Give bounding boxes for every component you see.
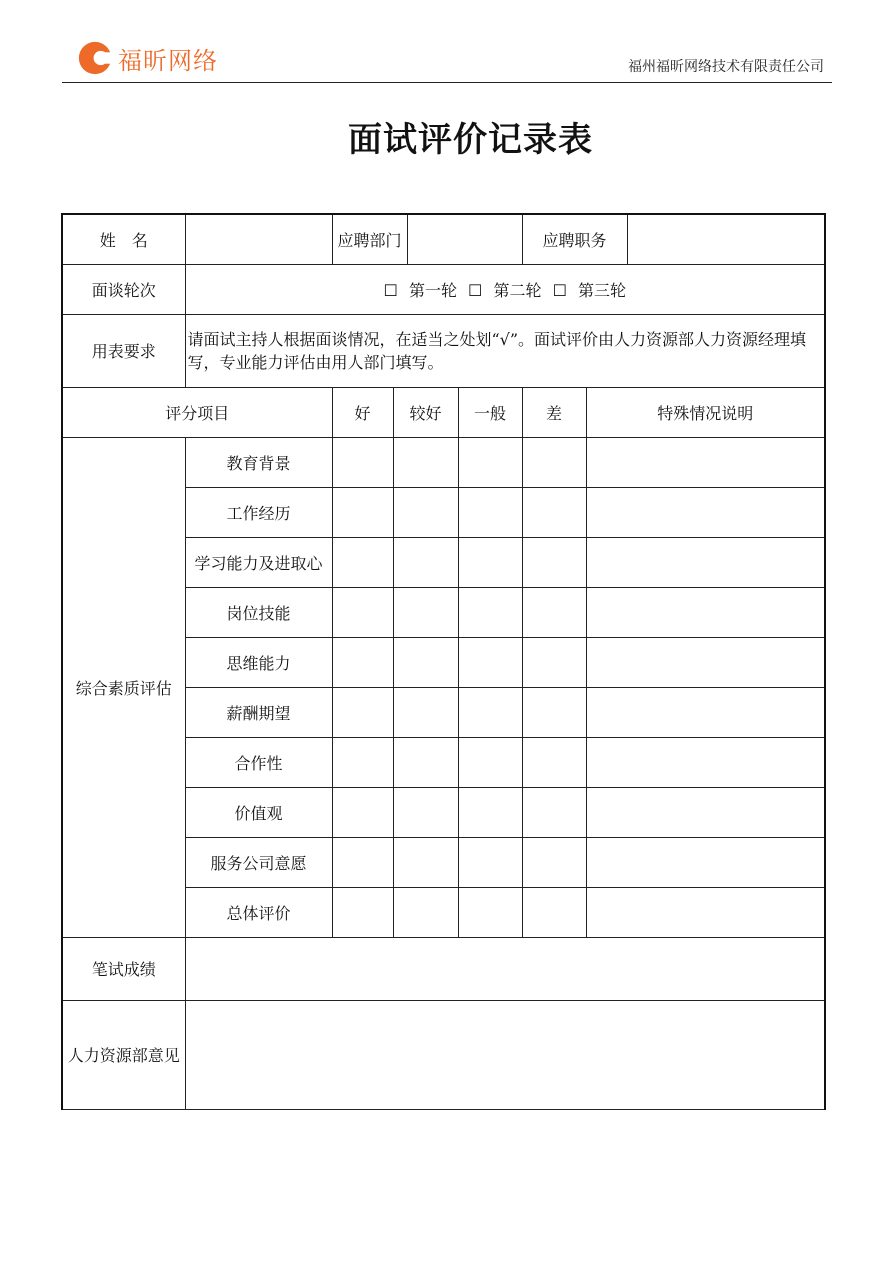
poor-cell[interactable]	[522, 837, 586, 887]
criterion-label: 价值观	[185, 787, 332, 837]
position-label: 应聘职务	[522, 214, 627, 264]
written-test-row	[62, 937, 825, 1000]
hr-opinion-row	[62, 1000, 825, 1109]
poor-cell[interactable]	[522, 587, 586, 637]
round-label: 面谈轮次	[62, 264, 185, 314]
average-cell[interactable]	[458, 537, 522, 587]
round-2-label: 第二轮	[493, 280, 542, 300]
criterion-label: 合作性	[185, 737, 332, 787]
average-cell[interactable]	[458, 587, 522, 637]
requirements-label: 用表要求	[62, 314, 185, 387]
round-1-checkbox[interactable]: ☐	[383, 280, 398, 300]
notes-cell[interactable]	[586, 537, 825, 587]
good-cell[interactable]	[332, 637, 393, 687]
notes-cell[interactable]	[586, 487, 825, 537]
company-logo	[76, 40, 218, 76]
poor-cell[interactable]	[522, 887, 586, 937]
round-1-label: 第一轮	[408, 280, 457, 300]
requirements-row	[62, 314, 825, 387]
criterion-label: 思维能力	[185, 637, 332, 687]
poor-cell[interactable]	[522, 487, 586, 537]
fairly-good-cell[interactable]	[393, 887, 458, 937]
page-title: 面试评价记录表	[348, 120, 593, 160]
round-2-checkbox[interactable]: ☐	[468, 280, 483, 300]
fairly-good-cell[interactable]	[393, 837, 458, 887]
position-field[interactable]	[627, 214, 825, 264]
good-header: 好	[332, 387, 393, 437]
poor-cell[interactable]	[522, 437, 586, 487]
criterion-label: 岗位技能	[185, 587, 332, 637]
page-header	[62, 36, 832, 83]
notes-header: 特殊情况说明	[586, 387, 825, 437]
hr-opinion-field[interactable]	[185, 1000, 825, 1109]
fairly-good-cell[interactable]	[393, 737, 458, 787]
c-shaped-orange-logo-icon	[76, 39, 114, 77]
poor-cell[interactable]	[522, 737, 586, 787]
good-cell[interactable]	[332, 787, 393, 837]
round-3-label: 第三轮	[578, 280, 627, 300]
good-cell[interactable]	[332, 537, 393, 587]
company-name: 福州福昕网络技术有限责任公司	[628, 59, 824, 75]
name-field[interactable]	[185, 214, 332, 264]
poor-cell[interactable]	[522, 637, 586, 687]
good-cell[interactable]	[332, 837, 393, 887]
good-cell[interactable]	[332, 687, 393, 737]
criteria-row	[62, 437, 825, 487]
good-cell[interactable]	[332, 487, 393, 537]
category-label: 综合素质评估	[62, 437, 185, 937]
hr-opinion-label: 人力资源部意见	[62, 1000, 185, 1109]
average-header: 一般	[458, 387, 522, 437]
notes-cell[interactable]	[586, 787, 825, 837]
fairly-good-cell[interactable]	[393, 537, 458, 587]
fairly-good-cell[interactable]	[393, 687, 458, 737]
average-cell[interactable]	[458, 637, 522, 687]
fairly-good-cell[interactable]	[393, 637, 458, 687]
good-cell[interactable]	[332, 887, 393, 937]
fairly-good-cell[interactable]	[393, 437, 458, 487]
criterion-label: 服务公司意愿	[185, 837, 332, 887]
fairly-good-cell[interactable]	[393, 787, 458, 837]
criterion-label: 学习能力及进取心	[185, 537, 332, 587]
criterion-label: 教育背景	[185, 437, 332, 487]
fairly-good-header: 较好	[393, 387, 458, 437]
round-options	[185, 264, 825, 314]
notes-cell[interactable]	[586, 737, 825, 787]
written-test-label: 笔试成绩	[62, 937, 185, 1000]
round-3-checkbox[interactable]: ☐	[552, 280, 567, 300]
evaluation-form	[61, 213, 826, 1110]
notes-cell[interactable]	[586, 887, 825, 937]
page-title-wrap	[0, 112, 893, 161]
average-cell[interactable]	[458, 887, 522, 937]
item-header: 评分项目	[62, 387, 332, 437]
notes-cell[interactable]	[586, 437, 825, 487]
good-cell[interactable]	[332, 437, 393, 487]
average-cell[interactable]	[458, 487, 522, 537]
logo-text: 福昕网络	[118, 46, 218, 75]
notes-cell[interactable]	[586, 837, 825, 887]
poor-header: 差	[522, 387, 586, 437]
round-row	[62, 264, 825, 314]
criterion-label: 工作经历	[185, 487, 332, 537]
notes-cell[interactable]	[586, 587, 825, 637]
notes-cell[interactable]	[586, 637, 825, 687]
average-cell[interactable]	[458, 687, 522, 737]
average-cell[interactable]	[458, 837, 522, 887]
poor-cell[interactable]	[522, 537, 586, 587]
dept-field[interactable]	[407, 214, 522, 264]
name-label: 姓 名	[62, 214, 185, 264]
fairly-good-cell[interactable]	[393, 487, 458, 537]
criterion-label: 总体评价	[185, 887, 332, 937]
notes-cell[interactable]	[586, 687, 825, 737]
good-cell[interactable]	[332, 587, 393, 637]
average-cell[interactable]	[458, 787, 522, 837]
written-test-field[interactable]	[185, 937, 825, 1000]
good-cell[interactable]	[332, 737, 393, 787]
grid-header-row	[62, 387, 825, 437]
fairly-good-cell[interactable]	[393, 587, 458, 637]
requirements-text: 请面试主持人根据面谈情况，在适当之处划“√”。面试评价由人力资源部人力资源经理填写，专业能力评估由用人部门填写。	[185, 314, 825, 387]
average-cell[interactable]	[458, 737, 522, 787]
poor-cell[interactable]	[522, 787, 586, 837]
poor-cell[interactable]	[522, 687, 586, 737]
criterion-label: 薪酬期望	[185, 687, 332, 737]
dept-label: 应聘部门	[332, 214, 407, 264]
average-cell[interactable]	[458, 437, 522, 487]
info-row	[62, 214, 825, 264]
